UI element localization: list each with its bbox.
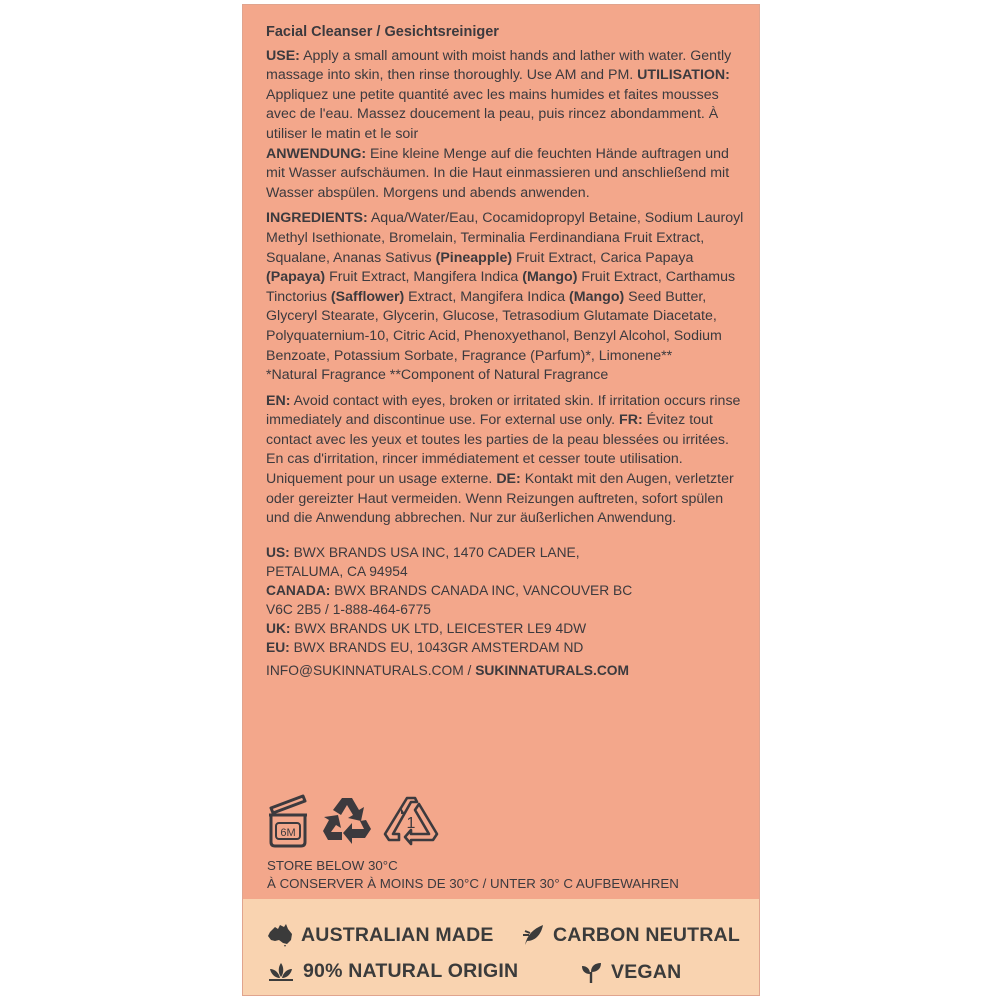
ingredients-text: Fruit Extract, Carthamus Tinctorius [266, 269, 736, 305]
resin-number: 1 [406, 815, 416, 832]
pao-text: 6M [280, 827, 296, 839]
natural-origin-text: 90% NATURAL ORIGIN [303, 960, 519, 982]
ingredients-text: Seed Butter, Glyceryl Stearate, Glycerin, Glucose, Tetrasodium Glutamate Diacetate, Polyquaternium-10, Citric Acid, Phenoxyethanol, Benzyl Alcohol, Sodium Benzoate, Potassium Sorbate, Fragrance (Parfum)*, Limonene** [266, 288, 722, 364]
utilisation-text: Appliquez une petite quantité avec les mains humides et faites mousses avec de l'eau. Massez doucement la peau, puis rincez abondamment. À utiliser le matin et le soir [266, 86, 719, 142]
fr-warning-text: Évitez tout contact avec les yeux et toutes les parties de la peau blessées ou irritées. En cas d'irritation, rincer immédiatement et cesser toute utilisation. Uniquement pour un usage externe. [266, 412, 729, 488]
uk-address [266, 619, 744, 638]
de-warning-text: Kontakt mit den Augen, verletzter oder gereizter Haut vermeiden. Wenn Reizungen auftreten, sofort spülen und die Anwendung abbrechen. Nur zur äußerlichen Anwendung. [266, 471, 734, 527]
canada-address [266, 581, 744, 600]
company-addresses [266, 543, 744, 680]
utilisation-label: UTILISATION: [637, 67, 730, 84]
fr-label: FR: [619, 412, 643, 429]
use-text: Apply a small amount with moist hands and lather with water. Gently massage into skin, then rinse thoroughly. Use AM and PM. [266, 47, 732, 84]
vegan-text: VEGAN [611, 960, 682, 983]
uk-label: UK: [266, 620, 291, 636]
en-warning-text: Avoid contact with eyes, broken or irritated skin. If irritation occurs rinse immediately and discontinue use. For external use only. [266, 392, 741, 429]
us-address [266, 543, 744, 562]
anwendung-label: ANWENDUNG: [266, 145, 367, 162]
eu-label: EU: [266, 639, 290, 655]
us-address-line-2: PETALUMA, CA 94954 [266, 563, 408, 579]
storage-instructions [267, 857, 747, 893]
ingredient-highlight: (Pineapple) [435, 249, 513, 266]
ingredient-highlight: (Safflower) [330, 288, 405, 305]
storage-line-fr-de: À CONSERVER À MOINS DE 30°C / UNTER 30° C AUFBEWAHREN [267, 876, 679, 891]
de-label: DE: [496, 471, 521, 488]
ingredients-text: Fruit Extract, Mangifera Indica [325, 269, 523, 286]
label-text-block [266, 23, 744, 680]
usage-instructions [266, 47, 744, 204]
carbon-neutral-text: CARBON NEUTRAL [553, 923, 740, 946]
use-label: USE: [266, 47, 300, 64]
packaging-symbols [265, 790, 455, 850]
eu-address [266, 638, 744, 657]
website: SUKINNATURALS.COM [475, 662, 630, 678]
carbon-neutral-badge [521, 923, 740, 947]
ingredients-text: Extract, Mangifera Indica [404, 288, 570, 305]
storage-line-en: STORE BELOW 30°C [267, 858, 398, 873]
canada-address-line: BWX BRANDS CANADA INC, VANCOUVER BC [330, 582, 633, 598]
ingredient-highlight: (Papaya) [266, 269, 326, 286]
warnings [266, 392, 744, 529]
resin-code-triangle-icon [383, 794, 439, 848]
carbon-leaf-icon [521, 923, 545, 947]
ingredient-highlight: (Mango) [522, 269, 578, 286]
ingredients-list [266, 209, 744, 385]
ingredients-label: INGREDIENTS: [266, 210, 368, 227]
recycle-icon [321, 794, 373, 846]
sprout-icon [579, 960, 603, 984]
product-title: Facial Cleanser / Gesichtsreiniger [266, 24, 499, 40]
fragrance-footnote: *Natural Fragrance **Component of Natural Fragrance [266, 367, 609, 384]
canada-address-line-2: V6C 2B5 / 1-888-464-6775 [266, 601, 431, 617]
australian-made-text: AUSTRALIAN MADE [301, 923, 494, 946]
contact-line [266, 661, 744, 680]
claims-badge-band [243, 899, 759, 996]
us-label: US: [266, 544, 290, 560]
eu-address-line: BWX BRANDS EU, 1043GR AMSTERDAM ND [289, 639, 584, 655]
vegan-badge [579, 960, 681, 984]
lotus-icon [267, 961, 295, 983]
uk-address-line: BWX BRANDS UK LTD, LEICESTER LE9 4DW [290, 620, 587, 636]
us-address-line: BWX BRANDS USA INC, 1470 CADER LANE, [289, 544, 580, 560]
ingredients-text: Aqua/Water/Eau, Cocamidopropyl Betaine, Sodium Lauroyl Methyl Isethionate, Bromelain, Terminalia Ferdinandiana Fruit Extract, Squalane, Ananas Sativus [266, 210, 744, 266]
canada-label: CANADA: [266, 582, 331, 598]
ingredients-text: Fruit Extract, Carica Papaya [512, 249, 694, 266]
contact-email: INFO@SUKINNATURALS.COM / [266, 662, 476, 678]
open-jar-icon [265, 790, 311, 850]
ingredient-highlight: (Mango) [569, 288, 625, 305]
australia-map-icon [267, 923, 293, 947]
natural-origin-badge [267, 960, 518, 983]
anwendung-text: Eine kleine Menge auf die feuchten Hände auftragen und mit Wasser aufschäumen. In die Haut einmassieren und anschließend mit Wasser abspülen. Morgens und abends anwenden. [266, 145, 730, 201]
product-label-panel [242, 4, 760, 996]
australian-made-badge [267, 923, 494, 947]
en-label: EN: [266, 392, 291, 409]
